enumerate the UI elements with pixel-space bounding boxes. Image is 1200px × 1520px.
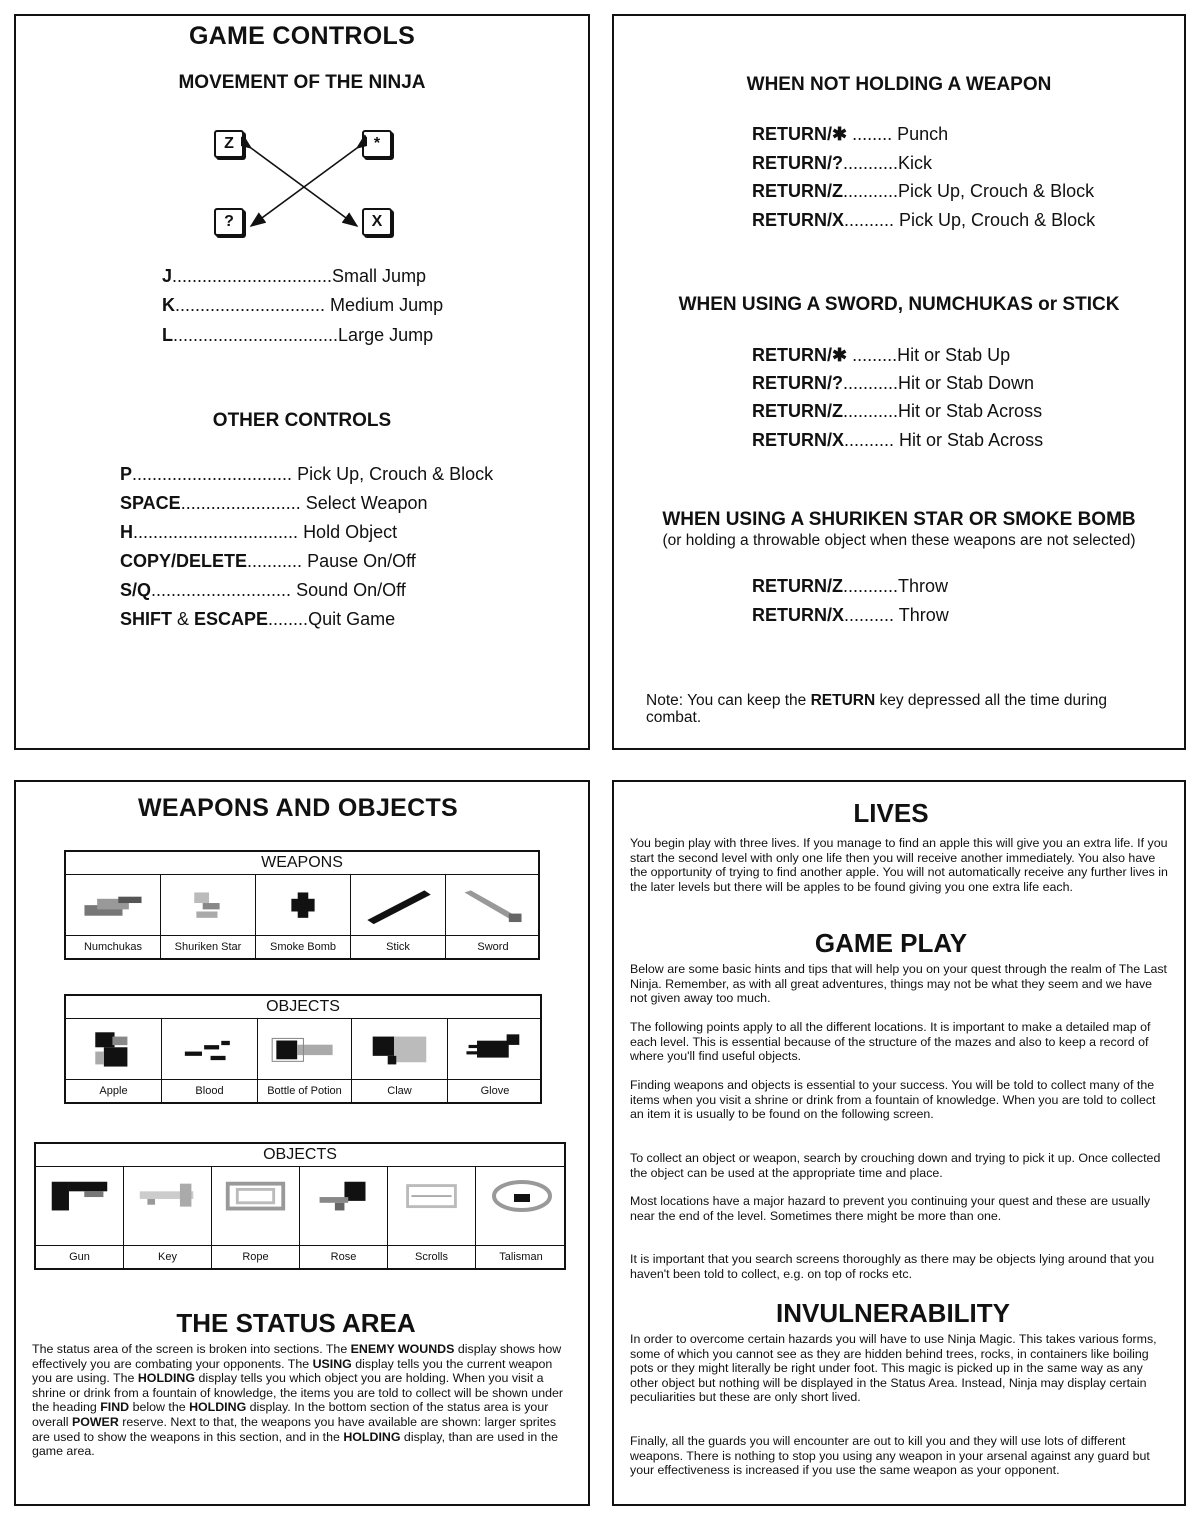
objects-header-2: OBJECTS [36, 1144, 564, 1167]
gameplay-para: The following points apply to all the different locations. It is important to make a detailed map of each level. This is essential because of the structure of the mazes and also to keep a record of where you'll find useful objects. [630, 1020, 1151, 1064]
object-cell [66, 1018, 162, 1102]
combat-row: RETURN/?...........Kick [752, 153, 933, 173]
key-star: * [362, 130, 392, 158]
combat-row: RETURN/✱ ........ Punch [752, 124, 949, 144]
key-x: X [362, 208, 392, 236]
combat-row: RETURN/X.......... Hit or Stab Across [752, 430, 1044, 450]
object-label: Blood [162, 1079, 257, 1102]
object-label: Gun [36, 1245, 123, 1268]
object-cell [258, 1018, 352, 1102]
objects-table [64, 994, 542, 1104]
gameplay-para: Below are some basic hints and tips that will help you on your quest through the realm of The Last Ninja. Remember, as with all great adventures, things may not be what they seem and we have not given away too much. [630, 962, 1168, 1006]
object-label: Apple [66, 1079, 161, 1102]
stick-icon [361, 884, 435, 926]
object-cell [448, 1018, 542, 1102]
combat-row: RETURN/?...........Hit or Stab Down [752, 373, 1035, 393]
combat-row: RETURN/Z...........Hit or Stab Across [752, 401, 1043, 421]
weapon-cell [161, 874, 256, 958]
weapons-objects-title: WEAPONS AND OBJECTS [137, 794, 459, 822]
object-label: Glove [448, 1079, 542, 1102]
control-row: P................................ Pick Up, Crouch & Block [120, 464, 494, 484]
weapons-table [64, 850, 540, 960]
jump-row: L.................................Large Jump [162, 325, 434, 345]
jump-row: J................................Small Jump [162, 266, 427, 286]
gun-icon [46, 1176, 113, 1214]
weapons-header: WEAPONS [66, 852, 538, 875]
weapon-label: Sword [446, 935, 540, 958]
weapons-objects-panel [14, 780, 590, 1506]
object-label: Rope [212, 1245, 299, 1268]
gameplay-para: It is important that you search screens thoroughly as there may be objects lying around that you haven't been told to collect, e.g. on top of rocks etc. [630, 1252, 1155, 1281]
gameplay-para: To collect an object or weapon, search by crouching down and trying to pick it up. Once collected the object can be used at the appropriate time and place. [630, 1151, 1161, 1180]
weapon-cell [66, 874, 161, 958]
key-z: Z [214, 130, 244, 158]
control-row: SPACE........................ Select Weapon [120, 493, 428, 513]
object-cell [476, 1166, 566, 1268]
weapon-cell [351, 874, 446, 958]
object-label: Claw [352, 1079, 447, 1102]
lives-text: You begin play with three lives. If you manage to find an apple this will give you an extra life. If you start the second level with only one life then you will receive another immediately. You also have the opportunity of trying to find another apple. You will not automatically receive any further lives in the later levels but there will be apples to be found giving you one extra life each. [630, 836, 1168, 894]
combat-panel [612, 14, 1186, 750]
weapon-label: Smoke Bomb [256, 935, 350, 958]
status-area-text: The status area of the screen is broken into sections. The ENEMY WOUNDS display shows how effectively you are combating your opponents. The USING display tells you the current weapon you are using. The HOLDING display tells you which object you are holding. When you visit a shrine or drink from a fountain of knowledge, the items you are told to collect will be shown under the heading FIND below the HOLDING display. In the bottom section of the status area is your overall POWER reserve. Next to that, the weapons you have available are shown: larger sprites are used to show the weapons in this section, and in the HOLDING display, than are used in the game area. [32, 1342, 564, 1459]
game-controls-panel [14, 14, 590, 750]
object-label: Scrolls [388, 1245, 475, 1268]
object-cell [300, 1166, 388, 1268]
info-panel [612, 780, 1186, 1506]
objects-header: OBJECTS [66, 996, 540, 1019]
control-row: H................................. Hold Object [120, 522, 398, 542]
numchukas-icon [76, 884, 150, 926]
combat-row: RETURN/X.......... Throw [752, 605, 949, 625]
gameplay-para: Finding weapons and objects is essential to your success. You will be told to collect many of the items when you visit a shrine or drink from a fountain of knowledge. When you are told to collect an item it is usually to be found on the following screen. [630, 1078, 1156, 1122]
object-label: Key [124, 1245, 211, 1268]
weapon-label: Numchukas [66, 935, 160, 958]
lives-title: LIVES [853, 798, 929, 828]
weapon-cell [446, 874, 540, 958]
shuriken-star-icon [171, 884, 245, 926]
object-label: Talisman [476, 1245, 566, 1268]
weapon-label: Stick [351, 935, 445, 958]
invulnerability-para: In order to overcome certain hazards you will have to use Ninja Magic. This takes various forms, some of which you cannot see as they are hidden behind trees, rocks, in containers like boiling pots or they might literally be right under foot. This magic is picked up in the same way as any other object but nothing will be displayed in the Status Area. Instead, Ninja may display certain peculiarities but these are only short lived. [630, 1332, 1157, 1405]
claw-icon [362, 1028, 437, 1071]
control-row: COPY/DELETE........... Pause On/Off [120, 551, 416, 571]
key-question: ? [214, 208, 244, 236]
bottle-of-potion-icon [268, 1028, 341, 1070]
no-weapon-title: WHEN NOT HOLDING A WEAPON [746, 74, 1052, 95]
object-cell [388, 1166, 476, 1268]
object-label: Bottle of Potion [258, 1079, 351, 1102]
control-row: SHIFT & ESCAPE........Quit Game [120, 609, 396, 629]
weapon-label: Shuriken Star [161, 935, 255, 958]
combat-row: RETURN/Z...........Pick Up, Crouch & Block [752, 181, 1095, 201]
object-cell [162, 1018, 258, 1102]
control-row: S/Q............................ Sound On/Off [120, 580, 406, 600]
object-cell [212, 1166, 300, 1268]
talisman-icon [486, 1176, 556, 1216]
game-controls-title: GAME CONTROLS [188, 22, 416, 50]
rose-icon [310, 1176, 377, 1214]
shuriken-title: WHEN USING A SHURIKEN STAR OR SMOKE BOMB [662, 509, 1136, 530]
glove-icon [458, 1028, 532, 1070]
key-icon [134, 1176, 201, 1214]
status-area-title: THE STATUS AREA [176, 1308, 416, 1338]
scrolls-icon [398, 1176, 465, 1214]
combat-row: RETURN/Z...........Throw [752, 576, 949, 596]
invulnerability-para: Finally, all the guards you will encounter are out to kill you and they will use lots of different weapons. There is nothing to stop you using any weapon in your arsenal against any guard but your effectiveness is increased if you use the same weapon as your opponent. [630, 1434, 1150, 1478]
gameplay-title: GAME PLAY [814, 928, 968, 958]
other-controls-title: OTHER CONTROLS [212, 410, 392, 431]
object-cell [36, 1166, 124, 1268]
object-cell [352, 1018, 448, 1102]
invulnerability-title: INVULNERABILITY [776, 1298, 1010, 1328]
combat-row: RETURN/✱ .........Hit or Stab Up [752, 345, 1011, 365]
blood-icon [172, 1028, 247, 1071]
movement-title: MOVEMENT OF THE NINJA [178, 72, 426, 93]
rope-icon [222, 1176, 289, 1214]
sword-title: WHEN USING A SWORD, NUMCHUKAS or STICK [678, 294, 1120, 315]
smoke-bomb-icon [266, 884, 340, 926]
apple-icon [76, 1028, 151, 1071]
movement-arrows-icon [241, 134, 367, 234]
jump-row: K.............................. Medium Jump [162, 295, 444, 315]
objects-table-2 [34, 1142, 566, 1270]
weapon-cell [256, 874, 351, 958]
object-cell [124, 1166, 212, 1268]
combat-row: RETURN/X.......... Pick Up, Crouch & Block [752, 210, 1096, 230]
combat-note: Note: You can keep the RETURN key depressed all the time during combat. [646, 692, 1107, 726]
sword-icon [456, 884, 530, 926]
gameplay-para: Most locations have a major hazard to prevent you continuing your quest and these are usually near the end of the level. Sometimes there might be more than one. [630, 1194, 1151, 1223]
shuriken-subtitle: (or holding a throwable object when these weapons are not selected) [662, 532, 1136, 549]
object-label: Rose [300, 1245, 387, 1268]
